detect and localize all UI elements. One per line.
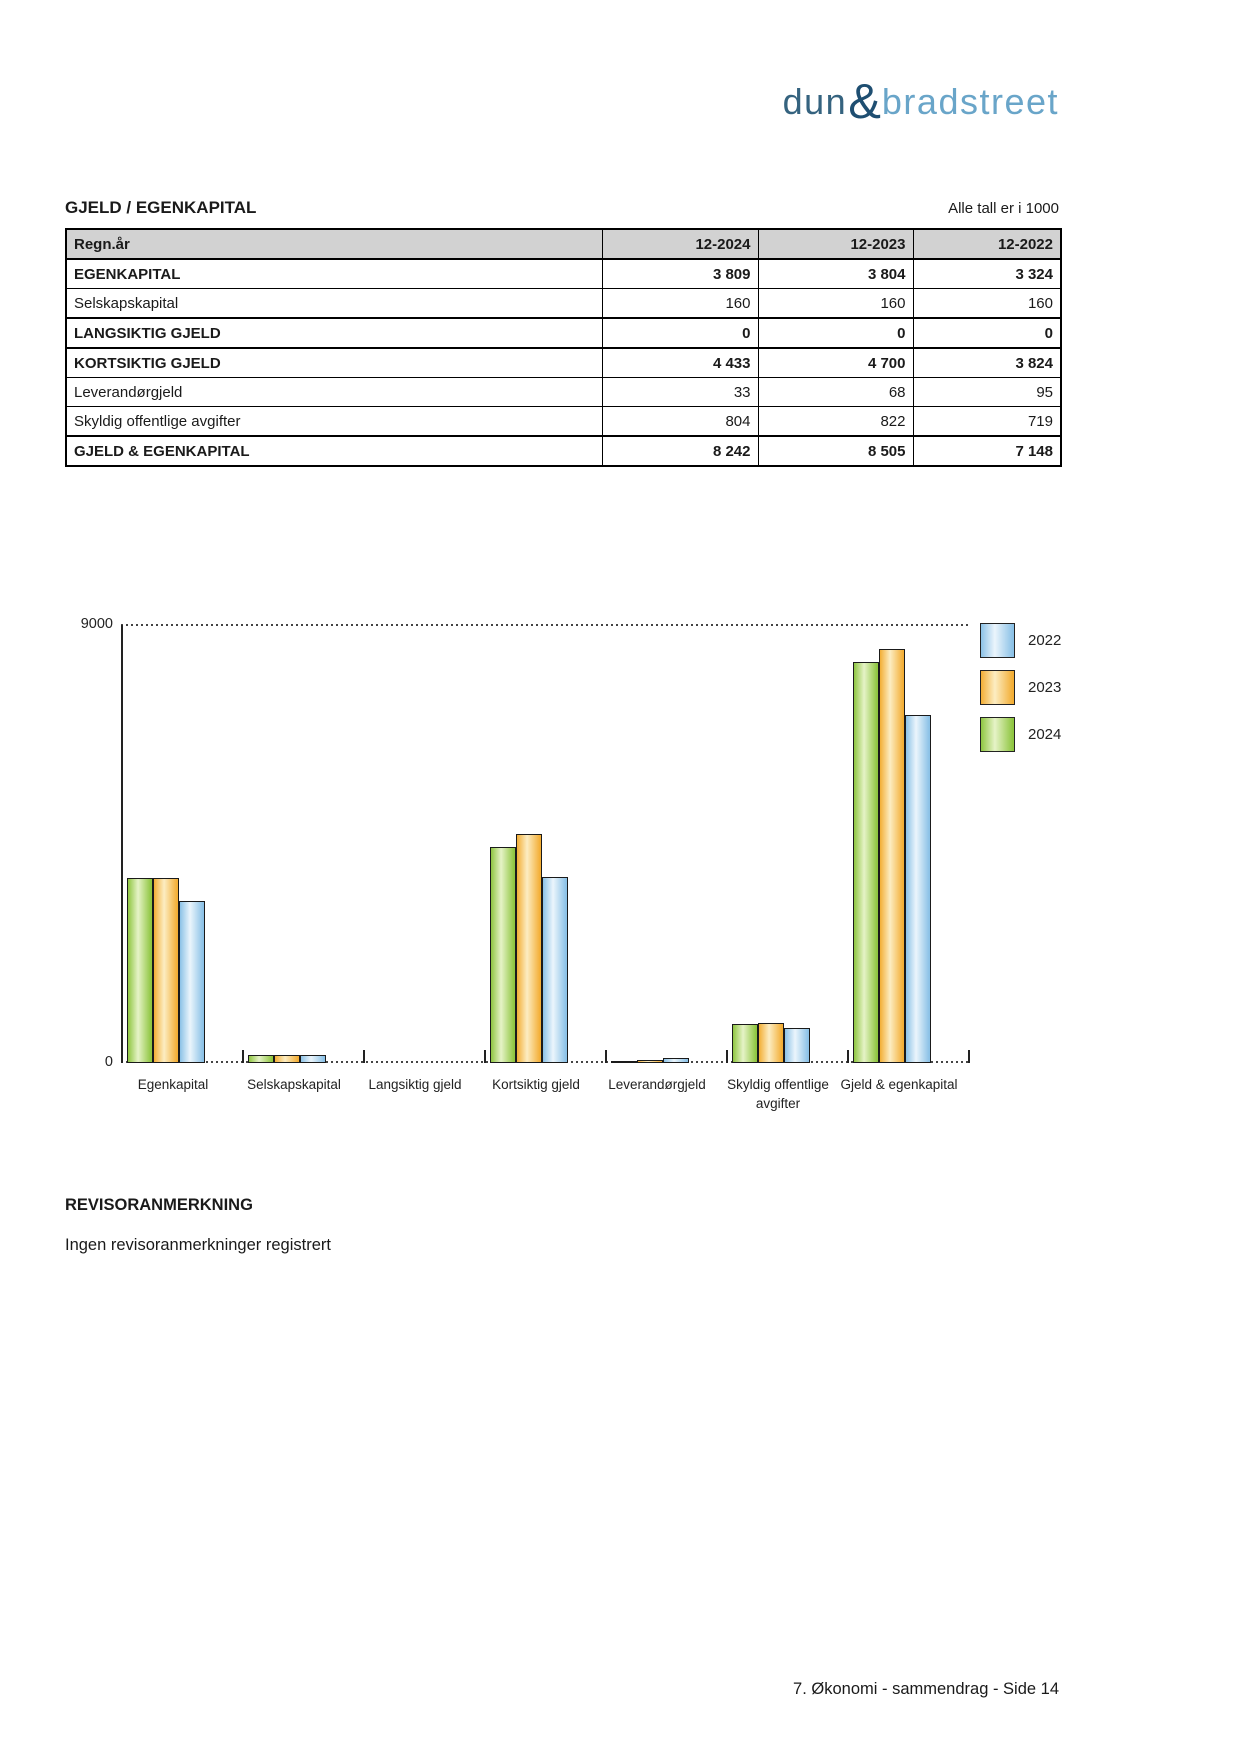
bar-2022 [663,1058,689,1063]
category-label: Skyldig offentlige avgifter [727,1077,829,1111]
bar-2024 [611,1061,637,1063]
row-value: 719 [913,407,1061,437]
row-value: 160 [602,289,758,319]
bar-2023 [153,878,179,1063]
table-row [66,318,1061,348]
category-label: Leverandørgjeld [608,1077,706,1092]
legend-swatch [980,670,1015,705]
category-boundary-tick [847,1050,849,1063]
logo-word-dun: dun [782,81,848,122]
row-label: Selskapskapital [66,289,602,319]
row-label: KORTSIKTIG GJELD [66,348,602,378]
table-row [66,259,1061,289]
bar-2023 [879,649,905,1063]
bar-2024 [490,847,516,1063]
legend-item [980,717,1061,752]
bar-2023 [758,1023,784,1063]
legend-label: 2023 [1028,679,1062,696]
bar-2022 [905,715,931,1063]
bar-2024 [127,878,153,1063]
category-label: Langsiktig gjeld [368,1077,462,1092]
bar-2022 [542,877,568,1063]
row-value: 8 242 [602,436,758,466]
row-value: 3 804 [758,259,913,289]
y-axis [121,625,123,1063]
bar-2024 [853,662,879,1063]
row-value: 0 [758,318,913,348]
row-value: 0 [602,318,758,348]
row-value: 68 [758,378,913,407]
row-label: EGENKAPITAL [66,259,602,289]
legend-item [980,623,1061,658]
logo-word-bradstreet: bradstreet [881,81,1059,122]
audit-note-text: Ingen revisoranmerkninger registrert [65,1236,331,1254]
bar-2022 [179,901,205,1063]
y-tick-label-max: 9000 [80,616,113,632]
category-label: Kortsiktig gjeld [492,1077,580,1092]
category-boundary-tick [363,1050,365,1063]
category-boundary-tick [726,1050,728,1063]
row-value: 4 433 [602,348,758,378]
row-value: 7 148 [913,436,1061,466]
row-label: Leverandørgjeld [66,378,602,407]
legend-item [980,670,1061,705]
category-boundary-tick [484,1050,486,1063]
legend-label: 2024 [1028,726,1062,743]
bar-2023 [274,1055,300,1063]
table-header-cell: Regn.år [66,229,602,259]
row-value: 0 [913,318,1061,348]
row-value: 3 824 [913,348,1061,378]
bar-2022 [300,1055,326,1063]
table-row [66,407,1061,437]
bar-2024 [248,1055,274,1063]
table-header-cell: 12-2024 [602,229,758,259]
row-label: LANGSIKTIG GJELD [66,318,602,348]
row-value: 33 [602,378,758,407]
row-label: Skyldig offentlige avgifter [66,407,602,437]
category-boundary-tick [242,1050,244,1063]
gridline-9000 [121,624,970,626]
row-value: 3 324 [913,259,1061,289]
row-value: 822 [758,407,913,437]
category-label: Selskapskapital [247,1077,341,1092]
table-header-cell: 12-2022 [913,229,1061,259]
legend-label: 2022 [1028,632,1062,649]
row-value: 804 [602,407,758,437]
logo-ampersand-icon: & [848,75,881,129]
row-value: 95 [913,378,1061,407]
table-header-row [66,229,1061,259]
category-label: Egenkapital [137,1077,209,1092]
legend-swatch [980,623,1015,658]
table-row [66,436,1061,466]
row-value: 160 [913,289,1061,319]
category-boundary-tick [605,1050,607,1063]
row-value: 4 700 [758,348,913,378]
row-value: 160 [758,289,913,319]
financial-table [65,228,1062,467]
y-tick-label-zero: 0 [104,1054,113,1070]
bar-2023 [516,834,542,1063]
category-boundary-tick [968,1050,970,1063]
dun-bradstreet-logo [782,70,1059,129]
bar-2023 [637,1060,663,1063]
bar-2024 [732,1024,758,1063]
category-label: Gjeld & egenkapital [840,1077,958,1092]
page-footer: 7. Økonomi - sammendrag - Side 14 [793,1680,1059,1698]
table-row [66,378,1061,407]
section-title: GJELD / EGENKAPITAL [65,198,257,217]
table-row [66,348,1061,378]
balance-bar-chart [65,545,1075,1145]
row-value: 8 505 [758,436,913,466]
table-row [66,289,1061,319]
row-label: GJELD & EGENKAPITAL [66,436,602,466]
units-note: Alle tall er i 1000 [948,200,1059,217]
legend-swatch [980,717,1015,752]
audit-note-title: REVISORANMERKNING [65,1196,253,1214]
bar-2022 [784,1028,810,1063]
table-header-cell: 12-2023 [758,229,913,259]
row-value: 3 809 [602,259,758,289]
